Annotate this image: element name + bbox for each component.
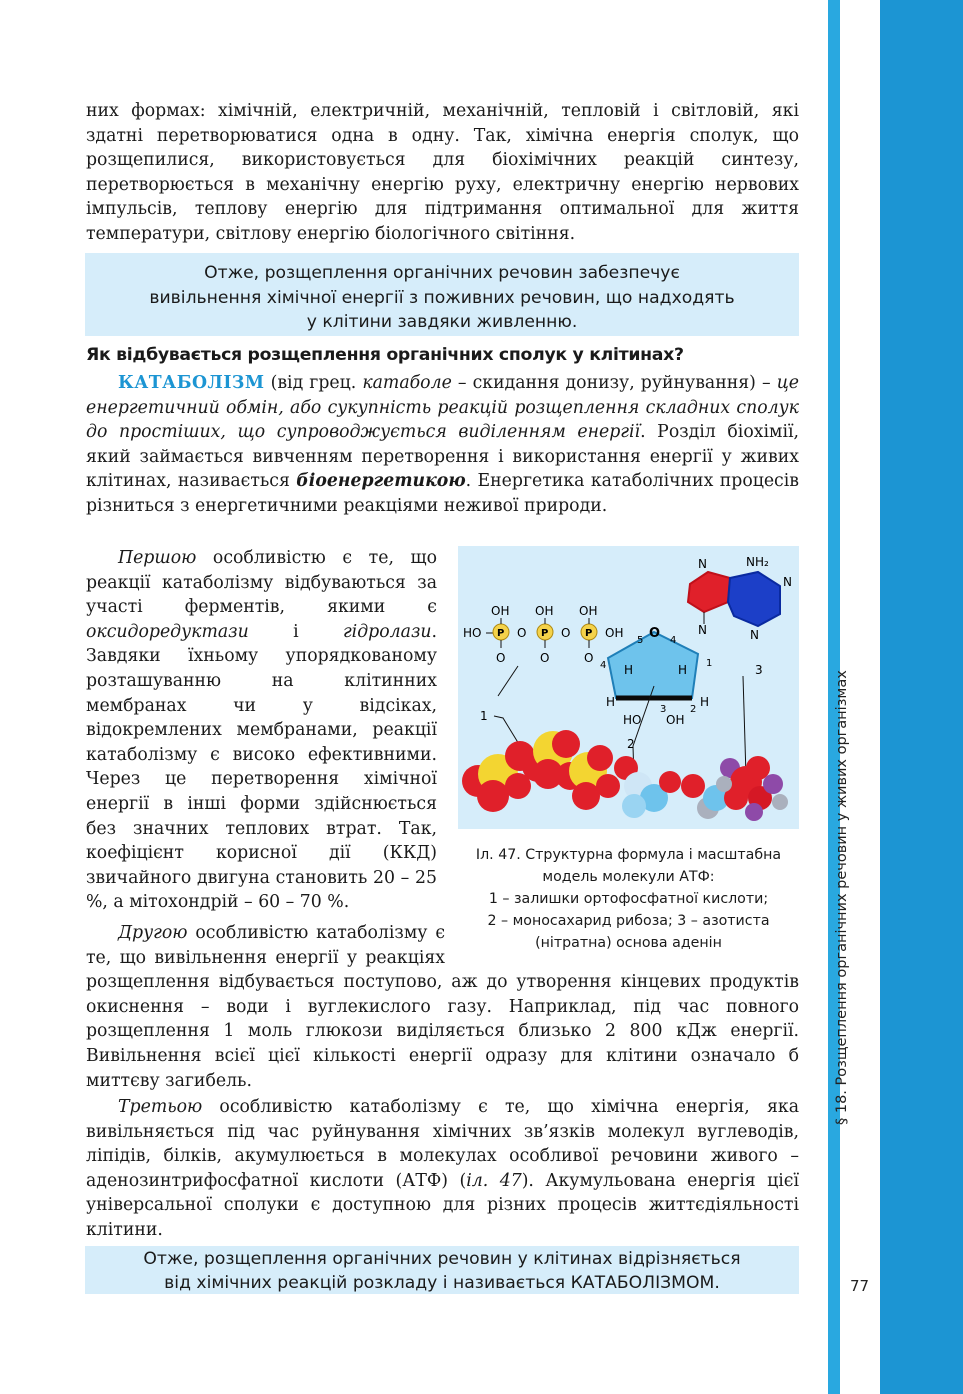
callout-line-3 [743,676,746,776]
summary-1-line-1: Отже, розщеплення органічних речовин забезпечує [204,263,680,283]
callout-label-2: 2 [627,737,635,751]
summary-box-1 [85,253,799,336]
label-o-link-1: O [517,626,527,640]
caption-line-4: 2 – моносахарид рибоза; 3 – азотиста [487,913,770,929]
label-o-bottom-1: O [496,651,506,665]
first-text-1: особливістю є те, що реакції катаболізму відбуваються за участі ферментів, якими є [86,548,437,618]
caption-line-3: 1 – залишки ортофосфатної кислоти; [488,891,769,907]
label-oh-right: OH [605,626,624,640]
summary-box-2 [85,1246,799,1294]
atom-oxygen [659,771,681,793]
label-n-link: N [698,623,707,637]
first-lead: Першою [118,548,197,568]
label-o-bottom-2: O [540,651,550,665]
catabolism-text-4: . Енергетика катаболічних процесів різниться з енергетичними реакціями неживої природи. [86,471,799,516]
atom-oxygen [681,774,705,798]
atp-diagram [458,546,799,829]
label-ho-left: HO [463,626,482,640]
callout-label-1: 1 [480,709,488,723]
first-text-4: , а мітохондрій – [102,892,259,913]
summary-2-line-2: від хімічних реакцій розкладу і називається КАТАБОЛІЗМОМ. [164,1273,720,1293]
ribose-ring [600,626,712,727]
label-n-bottom: N [750,628,759,642]
atom-oxygen [477,780,509,812]
atom-nitrogen [745,803,763,821]
atom-hydrogen [772,794,788,810]
catabolism-text-2: – скидання донизу, руйнування) – [451,373,777,393]
adenine-five-ring [688,572,730,612]
label-p-2: P [541,628,549,639]
paragraph-first-feature [86,546,437,915]
label-h-1: H [624,663,634,677]
atom-hydrogen [716,776,732,792]
summary-2-line-1: Отже, розщеплення органічних речовин у клітинах відрізняється [143,1249,741,1269]
summary-1-line-3: у клітини завдяки живленню. [306,312,578,332]
label-p-1: P [497,628,505,639]
label-h-3: H [606,695,616,709]
second-text: особливістю катаболізму є те, що вивільнення енергії у реакціях розщеплення відбувається поступово, аж до утворення кінцевих продуктів окиснення – води і вуглекислого газу. Наприклад, під час повного розщеплення 1 моль глюкози виділяється близько 2 800 кДж енергії. Вивільнення всієї цієї кількості енергії одразу для клітини означало б миттєву загибель. [86,923,799,1091]
caption-line-1: Іл. 47. Структурна формула і масштабна [475,847,782,863]
page-sidebar [828,0,963,1394]
section-title: § 18. Розщеплення органічних речовин у живих організмах [834,670,850,1125]
callout-label-3: 3 [755,663,763,677]
label-c4-top: 4 [670,635,677,646]
catabolism-text-3: . Розділ біохімії, який займається вивченням перетворення і використання енергії у живих клітинах, називається [86,422,799,492]
adenine-six-ring [728,572,780,626]
page-number: 77 [850,1277,870,1295]
term-catabolism: КАТАБОЛІЗМ [118,373,265,393]
paragraph-energy-forms: них формах: хімічній, електричній, механічній, тепловій і світловій, які здатні перетворюватися одна в одну. Так, хімічна енергія сполук, що розщепилися, використовується для біохімічних реакцій синтезу, перетворюється в механічну енергію руху, електричну енергію нервових імпульсів, теплову енергію для підтримання оптимальної для життя температури, світлову енергію біологічного світіння. [86,101,799,244]
label-p-3: P [585,628,593,639]
second-lead: Другою [118,923,188,943]
label-h-4: H [700,695,710,709]
label-ho-bottom: HO [623,713,642,727]
enzyme-oxidoreductases: оксидоредуктази [86,621,249,642]
paragraph-catabolism [86,371,799,519]
label-n-top: N [698,557,707,571]
atp-figure [458,546,799,829]
label-c5: 5 [637,635,644,646]
label-c2: 2 [690,704,697,715]
caption-line-2: модель молекули АТФ: [542,869,715,885]
label-oh-1: OH [491,604,510,618]
label-h-2: H [678,663,688,677]
mitochondria-efficiency: 60 – 70 % [258,892,344,913]
first-text-2: і [248,621,343,642]
label-oh-2: OH [535,604,554,618]
label-c3: 3 [660,704,667,715]
figure-caption [458,844,799,954]
sidebar-stripe-dark [880,0,963,1394]
engine-efficiency: 20 – 25 % [86,867,438,913]
greek-word: катаболе [362,373,452,393]
space-filling-model [462,730,788,821]
atom-oxygen [572,782,600,810]
catabolism-definition: це енергетичний обмін, або сукупність реакцій розщеплення складних сполук до простіших, що супроводжується виділенням енергії [86,373,799,443]
third-text-1: особливістю катаболізму є те, що хімічна енергія, яка вивільняється під час руйнування хімічних зв’язків молекул вуглеводів, ліпідів, білків, акумулюється в молекулах особливої речовини живого – аденозинтрифосфатної кислоти (АТФ) ( [86,1097,799,1191]
label-n-right: N [783,575,792,589]
paragraph-third-feature [86,1095,799,1243]
label-c4: 4 [600,660,607,671]
label-c1: 1 [706,658,713,669]
label-ring-o: O [649,626,661,641]
label-oh-bottom: OH [666,713,685,727]
figure-reference: іл. 47 [466,1170,522,1191]
term-bioenergetics: біоенергетикою [296,471,466,492]
phosphate-chain [463,604,623,665]
label-o-bottom-3: O [584,651,594,665]
section-heading: Як відбувається розщеплення органічних сполук у клітинах? [86,345,684,365]
first-text-5: . [343,892,350,913]
atom-carbon [622,794,646,818]
summary-1-line-2: вивільнення хімічної енергії з поживних речовин, що надходять [149,287,735,308]
catabolism-text-1: (від грец. [264,373,363,393]
third-text-2: ). Акумульована енергія цієї універсальної сполуки є доступною для різних процесів життєдіяльності клітини. [86,1170,800,1240]
atom-nitrogen [763,774,783,794]
label-nh2: NH₂ [746,555,769,569]
atom-oxygen [746,756,770,780]
third-lead: Третьою [118,1097,203,1117]
atom-oxygen [587,745,613,771]
enzyme-hydrolases: гідролази [342,621,432,642]
atom-oxygen [552,730,580,758]
label-o-link-2: O [561,626,571,640]
adenine-base [688,572,780,626]
callout-line-phosphate [498,666,518,696]
caption-line-5: (нітратна) основа аденін [535,935,722,951]
first-text-3: . Завдяки їхньому упорядкованому розташуванню на клітинних мембранах чи у відсіках, відокремлених мембранами, реакції катаболізму є високо ефективними. Через це перетворення хімічної енергії в інші форми здійснюється без значних теплових втрат. Так, коефіцієнт корисної дії (ККД) звичайного двигуна становить [86,621,437,888]
label-oh-3: OH [579,604,598,618]
